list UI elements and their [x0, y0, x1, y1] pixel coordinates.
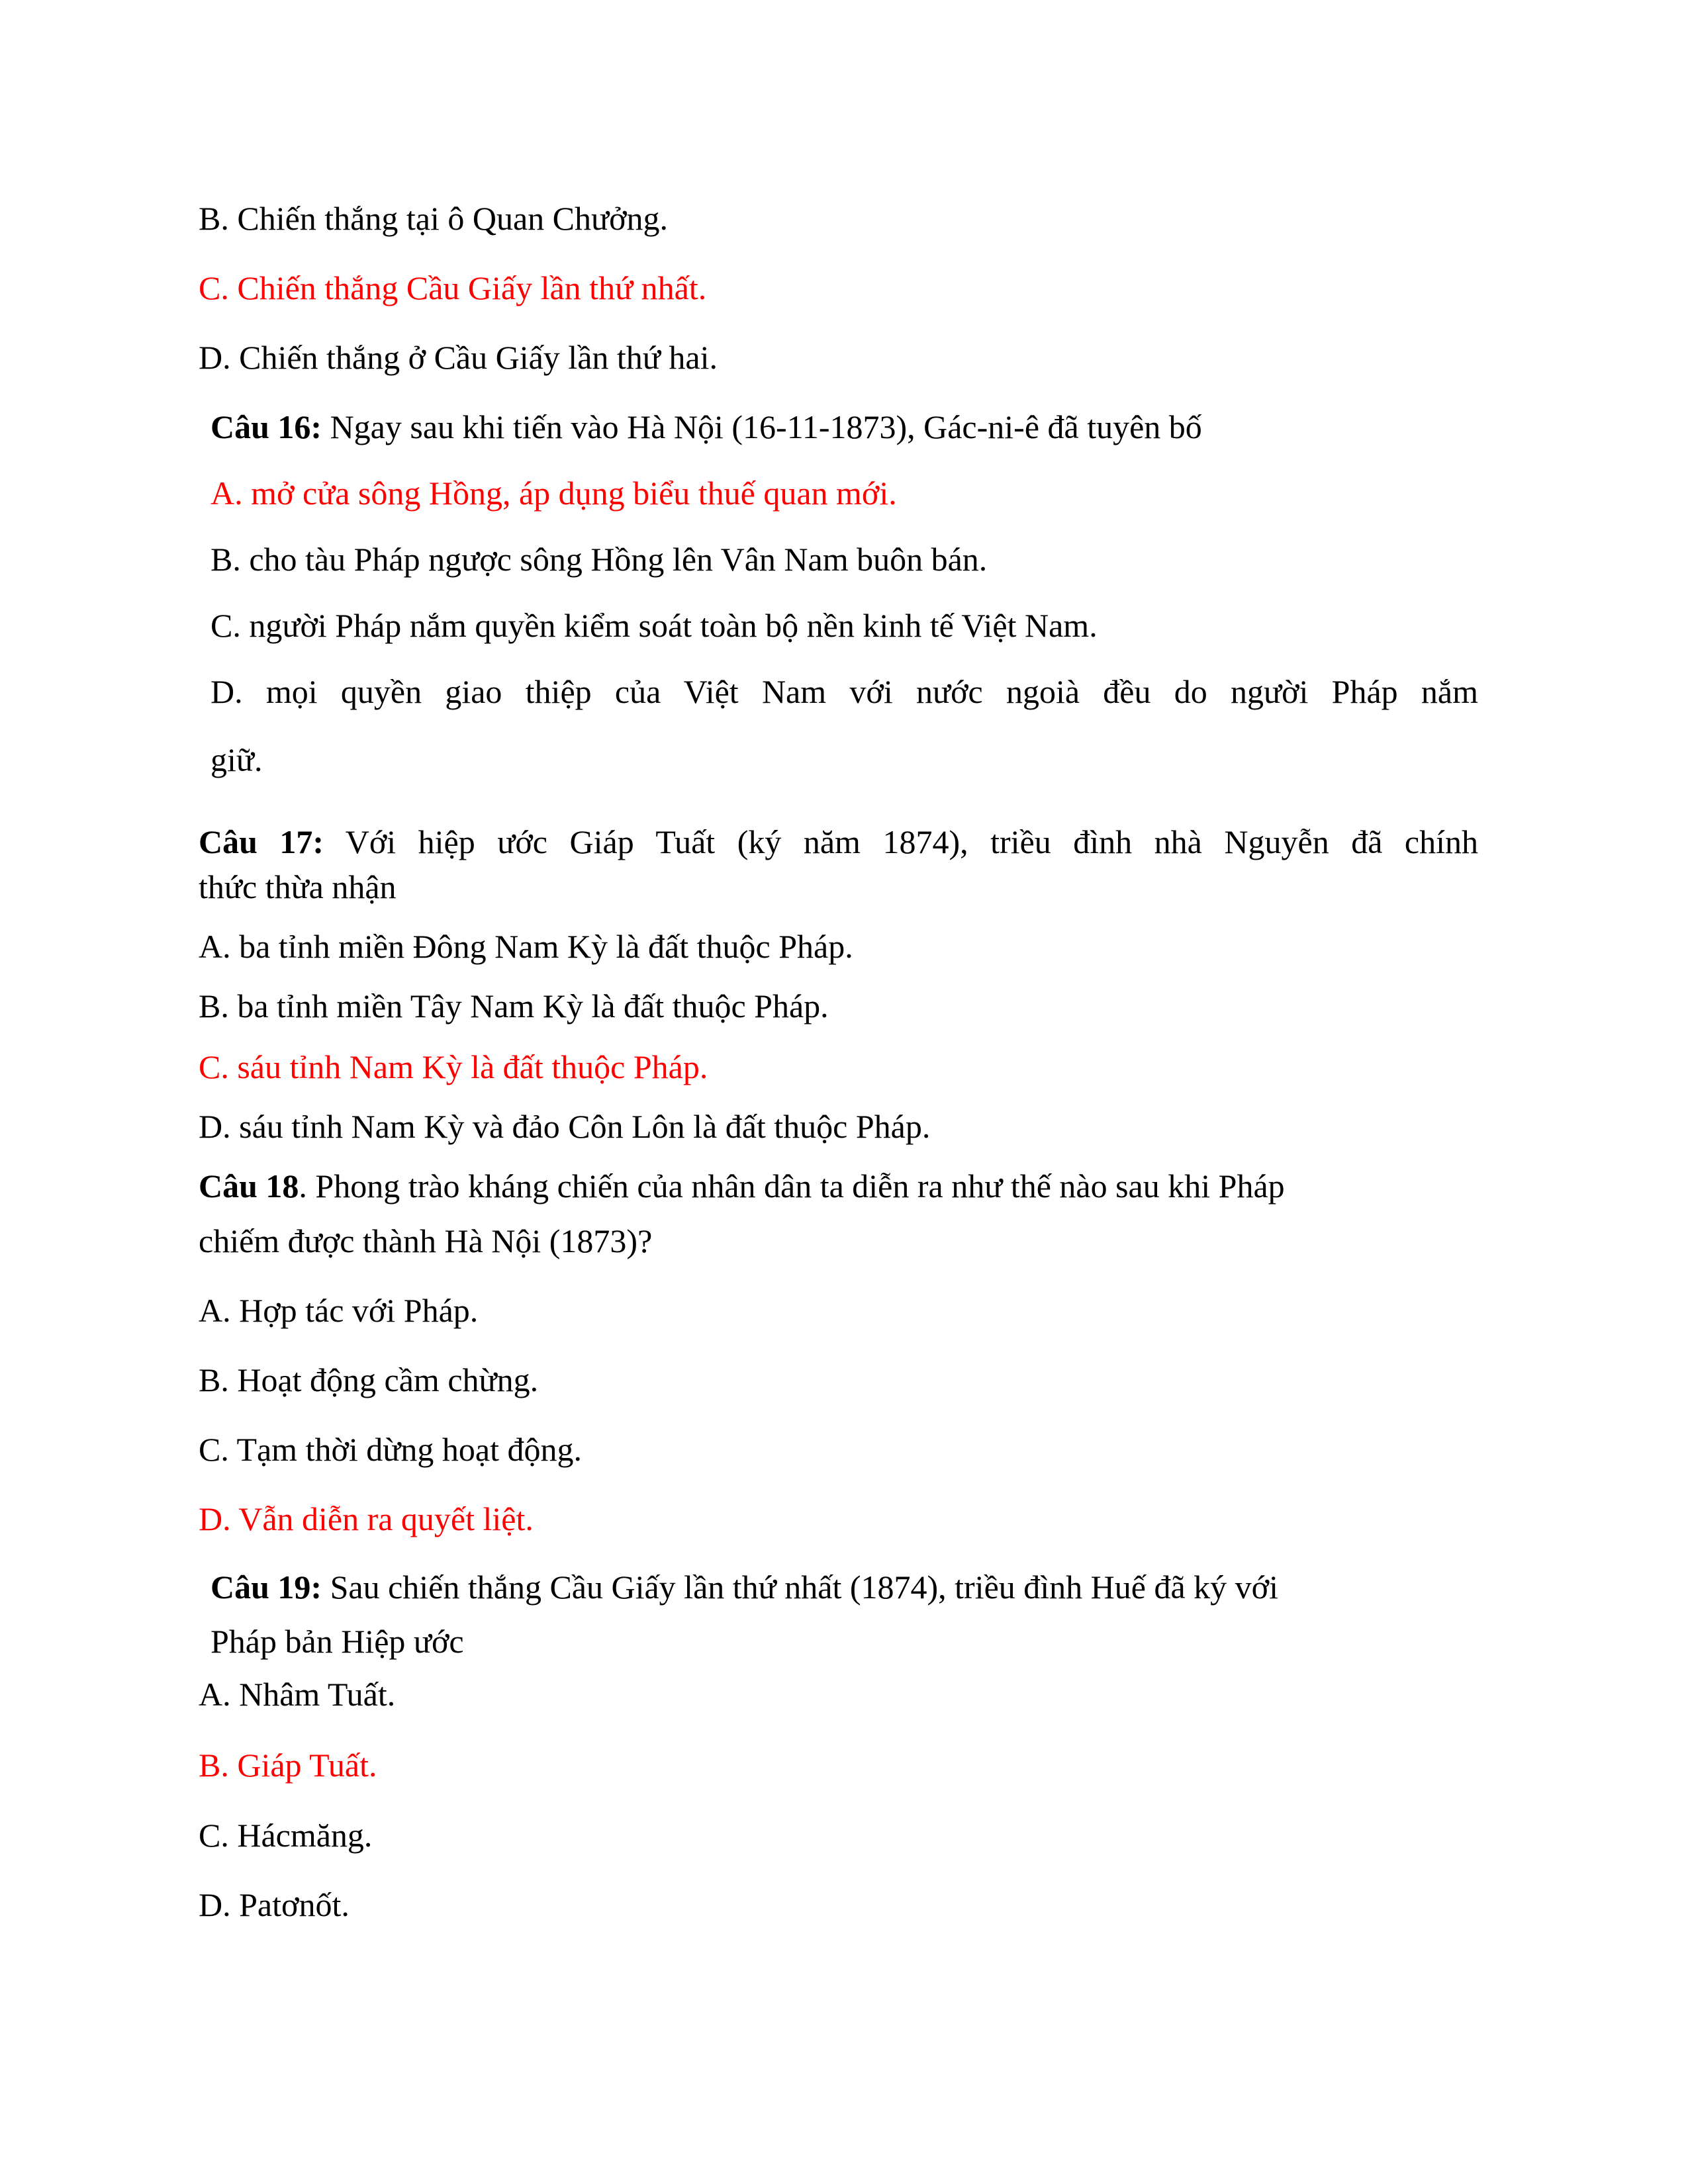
q19-option-b: B. Giáp Tuất.	[199, 1747, 377, 1784]
q16-option-d-line2: giữ.	[211, 741, 263, 778]
q16-option-a: A. mở cửa sông Hồng, áp dụng biểu thuế quan mới.	[211, 475, 897, 512]
q19-option-d: D. Patơnốt.	[199, 1886, 350, 1923]
question-18-label: Câu 18	[199, 1167, 299, 1205]
q19-option-a: A. Nhâm Tuất.	[199, 1676, 396, 1713]
q17-option-c: C. sáu tỉnh Nam Kỳ là đất thuộc Pháp.	[199, 1048, 708, 1085]
prev-option-c: C. Chiến thắng Cầu Giấy lần thứ nhất.	[199, 269, 707, 306]
question-17-line2: thức thừa nhận	[199, 868, 397, 905]
q18-option-a: A. Hợp tác với Pháp.	[199, 1292, 479, 1329]
question-16-label: Câu 16:	[211, 408, 322, 445]
q17-option-b: B. ba tỉnh miền Tây Nam Kỳ là đất thuộc Pháp.	[199, 987, 829, 1024]
question-19-line2: Pháp bản Hiệp ước	[211, 1623, 464, 1660]
q18-option-c: C. Tạm thời dừng hoạt động.	[199, 1431, 582, 1468]
q18-option-b: B. Hoạt động cầm chừng.	[199, 1361, 539, 1398]
q16-option-d-line1: D. mọi quyền giao thiệp của Việt Nam với nước ngoià đều do người Pháp nắm	[211, 673, 1478, 710]
question-16	[211, 407, 1202, 447]
question-17-label: Câu 17:	[199, 823, 324, 860]
question-19-text: Sau chiến thắng Cầu Giấy lần thứ nhất (1874), triều đình Huế đã ký với	[322, 1569, 1278, 1606]
question-18-text: . Phong trào kháng chiến của nhân dân ta diễn ra như thế nào sau khi Pháp	[299, 1167, 1285, 1205]
q19-option-c: C. Hácmăng.	[199, 1817, 373, 1854]
question-19-label: Câu 19:	[211, 1569, 322, 1606]
q17-option-a: A. ba tỉnh miền Đông Nam Kỳ là đất thuộc Pháp.	[199, 928, 853, 965]
q16-option-b: B. cho tàu Pháp ngược sông Hồng lên Vân Nam buôn bán.	[211, 541, 988, 578]
question-18-line1	[199, 1166, 1285, 1206]
prev-option-d: D. Chiến thắng ở Cầu Giấy lần thứ hai.	[199, 339, 718, 376]
question-18-line2: chiếm được thành Hà Nội (1873)?	[199, 1222, 653, 1259]
q17-option-d: D. sáu tỉnh Nam Kỳ và đảo Côn Lôn là đất thuộc Pháp.	[199, 1108, 931, 1145]
question-17-line1	[199, 822, 1478, 862]
question-19-line1	[211, 1567, 1278, 1607]
question-16-text: Ngay sau khi tiến vào Hà Nội (16-11-1873), Gác-ni-ê đã tuyên bố	[322, 408, 1202, 445]
question-17-text: Với hiệp ước Giáp Tuất (ký năm 1874), triều đình nhà Nguyễn đã chính	[324, 823, 1478, 860]
prev-option-b: B. Chiến thắng tại ô Quan Chưởng.	[199, 200, 669, 237]
q16-option-c: C. người Pháp nắm quyền kiểm soát toàn bộ nền kinh tế Việt Nam.	[211, 607, 1098, 644]
q18-option-d: D. Vẫn diễn ra quyết liệt.	[199, 1500, 534, 1537]
